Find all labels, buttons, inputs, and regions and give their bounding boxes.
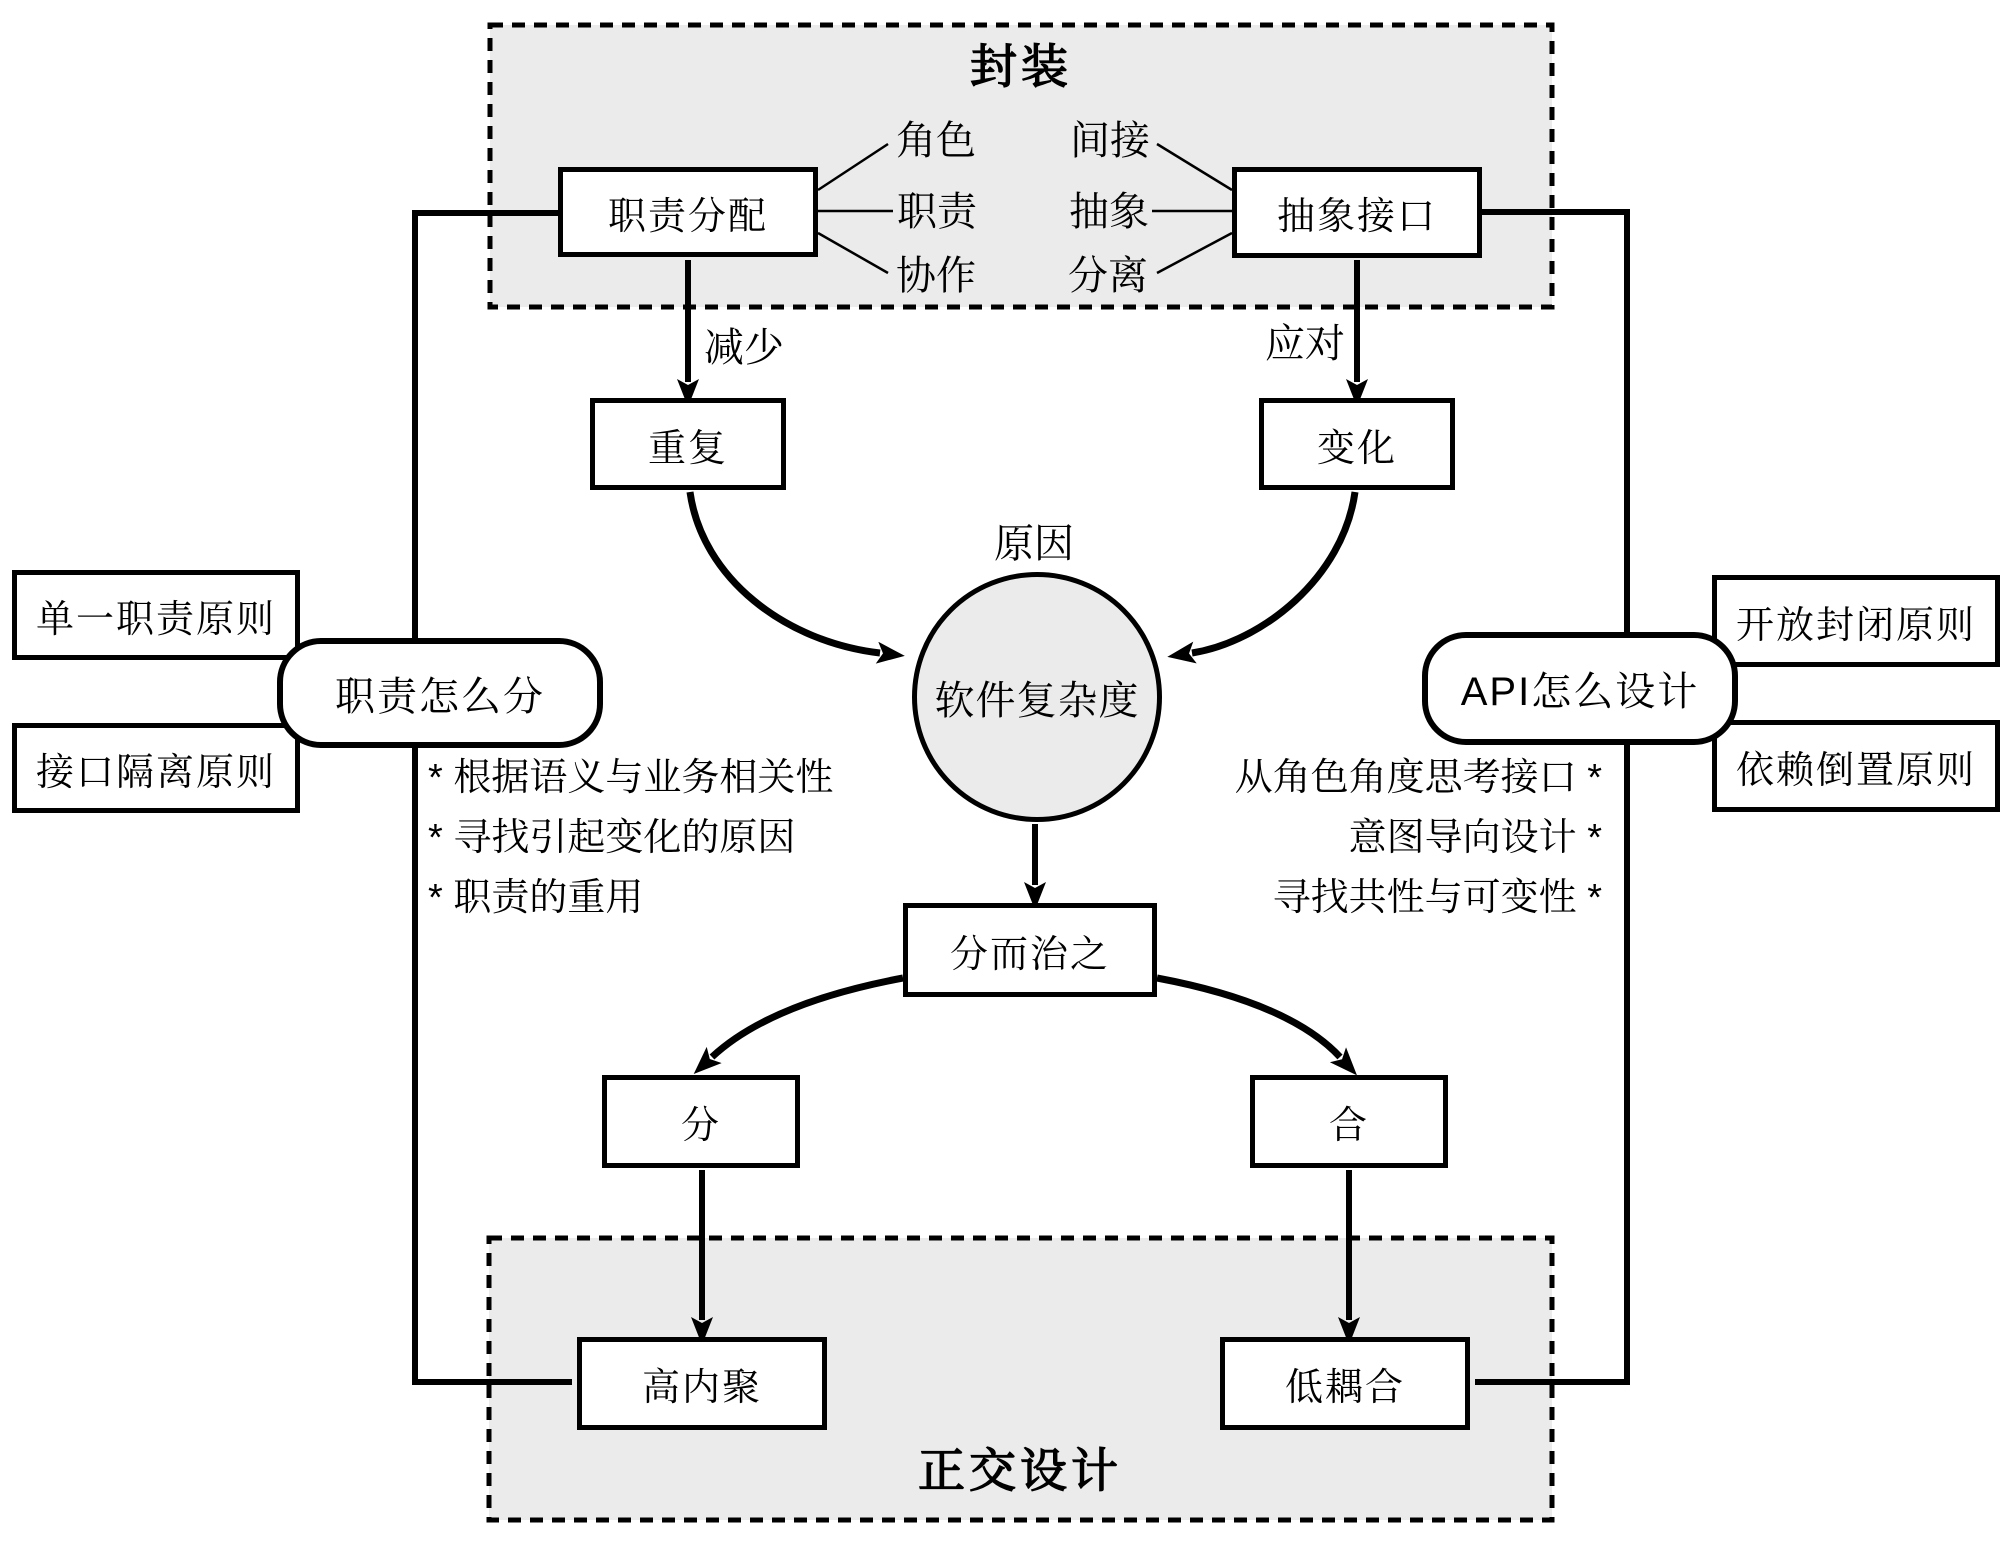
arrow-divideconquer-split (712, 978, 903, 1057)
node-merge: 合 (1250, 1075, 1448, 1168)
arrow-duplication-complexity (690, 492, 880, 653)
node-divide-and-conquer: 分而治之 (903, 903, 1157, 997)
right-bullet-3: 寻找共性与可变性 * (1272, 877, 1602, 919)
node-split: 分 (602, 1075, 800, 1168)
panel-how-to-split-responsibility: 职责怎么分 (277, 638, 603, 748)
node-open-closed-principle: 开放封闭原则 (1712, 575, 2000, 667)
node-responsibility-allocation: 职责分配 (558, 167, 818, 257)
group-title-orthogonal: 正交设计 (918, 1444, 1122, 1497)
edge-label-cause: 原因 (994, 522, 1074, 566)
node-dependency-inversion-principle: 依赖倒置原则 (1712, 720, 2000, 812)
edge-label-reduce: 减少 (704, 326, 784, 370)
term-role: 角色 (896, 119, 976, 163)
left-bullet-2: * 寻找引起变化的原因 (428, 817, 796, 859)
edge-label-respond: 应对 (1265, 322, 1345, 366)
node-high-cohesion: 高内聚 (577, 1337, 827, 1430)
term-collaboration: 协作 (896, 254, 976, 298)
term-abstract: 抽象 (1069, 190, 1149, 234)
node-change: 变化 (1259, 398, 1455, 490)
group-title-encapsulation: 封装 (970, 40, 1072, 93)
term-separate: 分离 (1068, 254, 1148, 298)
left-bullet-3: * 职责的重用 (428, 877, 644, 919)
node-software-complexity: 软件复杂度 (912, 572, 1162, 822)
node-duplication: 重复 (590, 398, 786, 490)
left-bullet-1: * 根据语义与业务相关性 (428, 757, 834, 799)
panel-how-to-design-api: API怎么设计 (1422, 632, 1738, 745)
node-single-responsibility-principle: 单一职责原则 (12, 570, 300, 660)
node-interface-segregation-principle: 接口隔离原则 (12, 723, 300, 813)
right-panel-bullets (1112, 748, 1602, 928)
left-panel-bullets (428, 748, 918, 928)
term-responsibility: 职责 (897, 190, 977, 234)
term-indirect: 间接 (1070, 119, 1150, 163)
node-abstract-interface: 抽象接口 (1232, 167, 1482, 258)
arrow-change-complexity (1192, 492, 1355, 653)
right-bullet-2: 意图导向设计 * (1348, 817, 1602, 859)
right-bullet-1: 从角色角度思考接口 * (1234, 757, 1602, 799)
node-low-coupling: 低耦合 (1220, 1337, 1470, 1430)
arrow-divideconquer-merge (1157, 978, 1340, 1057)
